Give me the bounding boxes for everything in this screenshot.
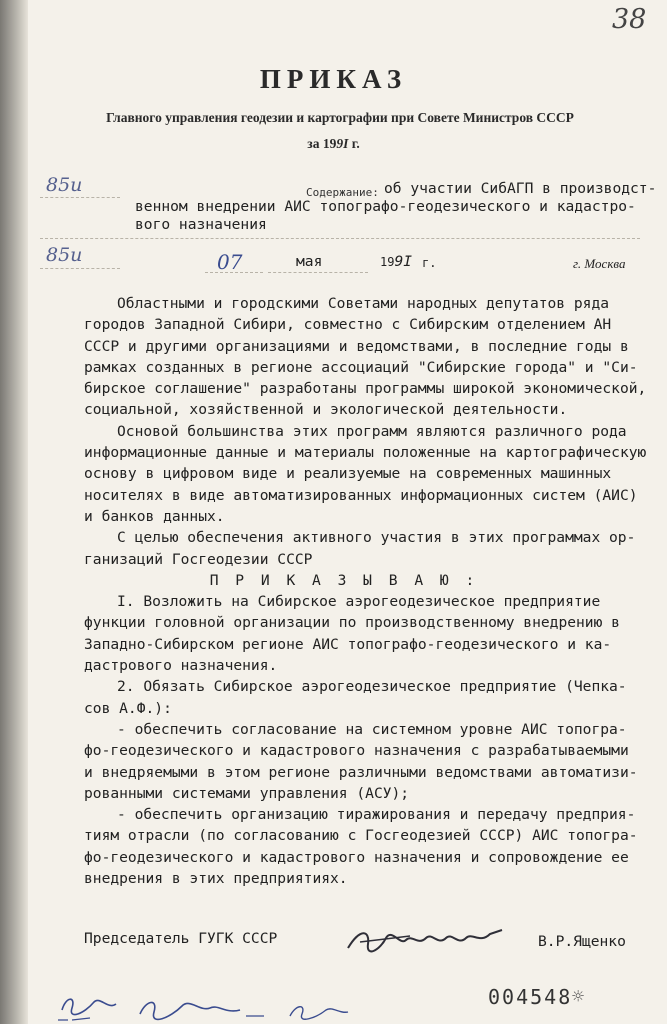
body-line: С целью обеспечения активного участия в этих программах ор- — [117, 529, 636, 547]
body-line: П Р И К А З Ы В А Ю : — [209, 571, 479, 589]
body-line: внедрения в этих предприятиях. — [84, 870, 348, 888]
subject-label: Содержание: — [306, 186, 379, 199]
registration-mark-1-underline — [40, 197, 120, 198]
year-line — [0, 136, 667, 152]
body-line: основу в цифровом виде и реализуемые на современных машинных — [84, 465, 612, 483]
date-month-underline — [268, 272, 368, 273]
body-line: - обеспечить согласование на системном уровне АИС топогра- — [117, 720, 627, 738]
body-line: 2. Обязать Сибирское аэрогеодезическое предприятие (Чепка- — [117, 678, 627, 696]
signatory-position: Председатель ГУГК СССР — [84, 930, 278, 947]
date-month: мая — [296, 253, 323, 270]
page-number-handwritten: 38 — [612, 4, 647, 35]
subject-underline — [40, 238, 640, 239]
date-day-underline — [205, 272, 263, 273]
body-line: тиям отрасли (по согласованию с Госгеодезией СССР) АИС топогра- — [84, 827, 638, 845]
registration-mark-2: 85и — [46, 244, 83, 266]
subject-line-3: вого назначения — [135, 216, 267, 233]
body-line: носителях в виде автоматизированных информационных систем (АИС) — [84, 486, 638, 504]
body-line: СССР и другими организациями и ведомствами, в последние годы в — [84, 337, 629, 355]
order-body — [84, 293, 664, 889]
body-line: рованными системами управления (АСУ); — [84, 784, 410, 802]
body-line: функции головной организации по производственному внедрению в — [84, 614, 620, 632]
body-line: информационные данные и материалы положенные на картографическую — [84, 444, 647, 462]
body-line: бирское соглашение" разработаны программы широкой экономической, — [84, 380, 647, 398]
document-title: ПРИКАЗ — [259, 64, 408, 94]
year-prefix: за 19 — [307, 136, 337, 151]
year-suffix: г. — [351, 136, 360, 151]
signature-image — [340, 920, 510, 960]
year-handwritten: 9I — [336, 136, 349, 151]
city: г. Москва — [573, 256, 626, 271]
registration-mark-1: 85и — [46, 174, 83, 196]
body-line: фо-геодезического и кадастрового назначения с разрабатываемыми — [84, 742, 629, 760]
body-line: Основой большинства этих программ являются различного рода — [117, 422, 627, 440]
subject-line-1: об участии СибАГП в производст- — [384, 180, 657, 197]
body-line: и банков данных. — [84, 507, 225, 525]
subject-line-2: венном внедрении АИС топографо-геодезического и кадастро- — [135, 198, 636, 215]
body-line: ганизаций Госгеодезии СССР — [84, 550, 313, 568]
date-year — [380, 253, 412, 270]
body-line: фо-геодезического и кадастрового назначения и сопровождение ее — [84, 848, 629, 866]
registration-mark-2-underline — [40, 268, 120, 269]
date-day: 07 — [217, 250, 243, 274]
body-line: и внедряемыми в этом регионе различными ведомствами автоматизи- — [84, 763, 638, 781]
signatory-name: В.Р.Ященко — [538, 933, 626, 950]
issuer-line: Главного управления геодезии и картографии при Совете Министров СССР — [106, 110, 574, 125]
body-line: городов Западной Сибири, совместно с Сибирским отделением АН — [84, 316, 612, 334]
body-line: социальной, хозяйственной и экологической деятельности. — [84, 401, 568, 419]
body-line: Западно-Сибирском регионе АИС топографо-геодезического и ка- — [84, 635, 612, 653]
body-line: рамках созданных в регионе ассоциаций "Сибирские города" и "Си- — [84, 358, 638, 376]
body-line: Областными и городскими Советами народных депутатов ряда — [117, 295, 610, 312]
date-year-suffix: г. — [422, 256, 437, 270]
date-year-handwritten: 9I — [394, 253, 413, 270]
body-line: сов А.Ф.): — [84, 699, 172, 717]
serial-ornament-icon: ☼ — [572, 984, 585, 1008]
body-line: дастрового назначения. — [84, 657, 278, 675]
body-line: - обеспечить организацию тиражирования и передачу предприя- — [117, 806, 636, 824]
serial-number: 004548 — [488, 985, 573, 1009]
body-line: I. Возложить на Сибирское аэрогеодезическое предприятие — [117, 593, 601, 611]
visa-signatures-image — [50, 990, 350, 1024]
date-year-prefix: 19 — [380, 255, 395, 269]
